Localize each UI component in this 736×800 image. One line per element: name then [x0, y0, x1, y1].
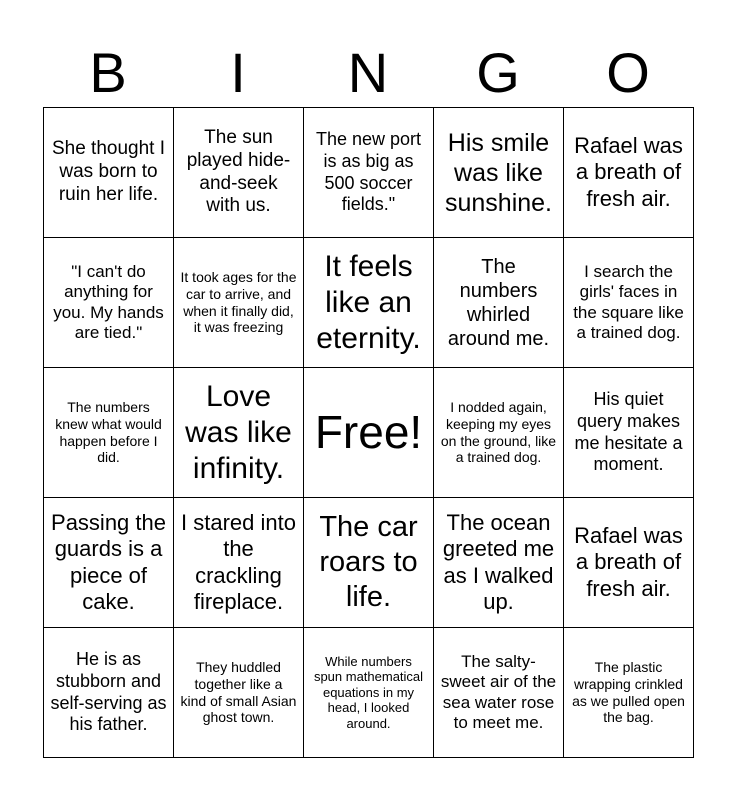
cell-text: His smile was like sunshine. [444, 128, 553, 217]
cell-text: Love was like infinity. [185, 379, 292, 485]
bingo-cell[interactable] [304, 108, 434, 238]
cell-text: The numbers knew what would happen before I did. [55, 398, 162, 466]
header-letter-n: N [347, 41, 389, 104]
cell-text: Rafael was a breath of fresh air. [574, 522, 683, 601]
header-letter-o: O [606, 41, 650, 104]
cell-text: Passing the guards is a piece of cake. [51, 509, 166, 614]
cell-text: It took ages for the car to arrive, and when it finally did, it was freezing [180, 268, 297, 336]
bingo-cell[interactable] [434, 628, 564, 758]
cell-text: The sun played hide-and-seek with us. [186, 126, 291, 217]
bingo-cell[interactable] [564, 628, 694, 758]
header-letter-i: I [230, 41, 246, 104]
bingo-cell[interactable] [564, 108, 694, 238]
bingo-cell[interactable] [174, 238, 304, 368]
bingo-cell[interactable] [174, 628, 304, 758]
cell-text: It feels like an eternity. [316, 249, 421, 355]
bingo-row [44, 238, 694, 368]
bingo-grid [43, 107, 694, 758]
bingo-cell[interactable] [434, 108, 564, 238]
bingo-cell[interactable] [174, 368, 304, 498]
bingo-cell[interactable] [304, 498, 434, 628]
cell-text: The new port is as big as 500 soccer fields." [315, 129, 422, 215]
cell-text: She thought I was born to ruin her life. [51, 138, 166, 205]
cell-text: Rafael was a breath of fresh air. [574, 132, 683, 211]
bingo-cell[interactable] [44, 498, 174, 628]
bingo-cell[interactable] [564, 498, 694, 628]
cell-text: The salty-sweet air of the sea water rose to meet me. [440, 651, 557, 732]
free-space-text: Free! [314, 405, 423, 458]
cell-text: I nodded again, keeping my eyes on the ground, like a trained dog. [440, 398, 557, 466]
cell-text: While numbers spun mathematical equations in my head, I looked around. [313, 653, 424, 731]
bingo-cell[interactable] [564, 368, 694, 498]
bingo-cell[interactable] [174, 498, 304, 628]
header-letter-b: B [89, 41, 127, 104]
cell-text: They huddled together like a kind of small Asian ghost town. [180, 658, 297, 726]
cell-text: The plastic wrapping crinkled as we pulled open the bag. [572, 658, 685, 726]
bingo-row [44, 628, 694, 758]
bingo-cell[interactable] [434, 368, 564, 498]
bingo-cell[interactable] [564, 238, 694, 368]
cell-text: I stared into the crackling fireplace. [181, 509, 296, 614]
cell-text: "I can't do anything for you. My hands are tied." [53, 261, 164, 342]
header-letter-g: G [476, 41, 520, 104]
cell-text: The numbers whirled around me. [447, 255, 550, 350]
free-space-cell[interactable] [304, 368, 434, 498]
bingo-cell[interactable] [44, 238, 174, 368]
bingo-cell[interactable] [44, 108, 174, 238]
bingo-cell[interactable] [434, 498, 564, 628]
cell-text: He is as stubborn and self-serving as his father. [50, 649, 167, 735]
bingo-cell[interactable] [44, 368, 174, 498]
bingo-cell[interactable] [304, 628, 434, 758]
bingo-cell[interactable] [174, 108, 304, 238]
bingo-cell[interactable] [434, 238, 564, 368]
cell-text: The ocean greeted me as I walked up. [442, 509, 555, 614]
bingo-header [43, 38, 693, 108]
bingo-cell[interactable] [304, 238, 434, 368]
cell-text: The car roars to life. [319, 511, 418, 613]
cell-text: I search the girls' faces in the square like a trained dog. [573, 261, 684, 342]
bingo-row [44, 368, 694, 498]
bingo-cell[interactable] [44, 628, 174, 758]
cell-text: His quiet query makes me hesitate a moment. [574, 389, 683, 475]
bingo-row [44, 498, 694, 628]
bingo-row [44, 108, 694, 238]
